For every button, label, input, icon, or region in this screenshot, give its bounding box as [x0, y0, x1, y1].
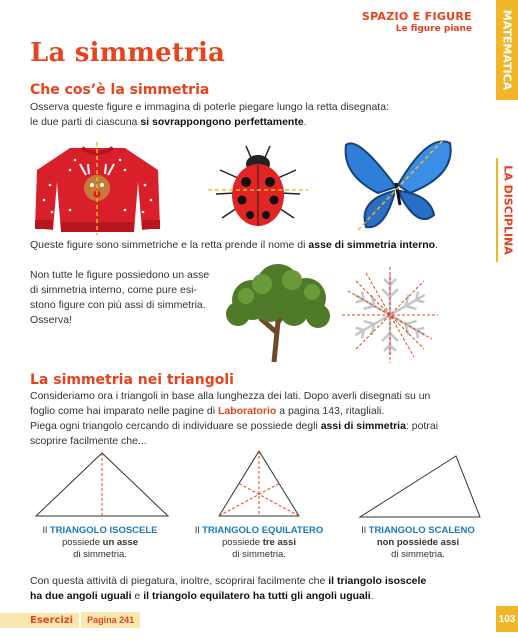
bold-span: ha due angoli uguali — [30, 590, 132, 602]
triangles-paragraph — [30, 389, 470, 449]
scalene-caption — [348, 525, 488, 561]
caption-line — [184, 537, 334, 549]
caption-line: di simmetria. — [73, 549, 127, 560]
paragraph-line — [30, 574, 480, 589]
text-span: Piega ogni triangolo cercando di individuare se possiede degli — [30, 420, 321, 432]
paragraph-line — [30, 404, 470, 419]
text-span: possiede — [222, 537, 263, 548]
scalene-triangle — [356, 453, 482, 519]
bold-span: asse di simmetria interno — [308, 239, 436, 251]
text-span: foglio come hai imparato nelle pagine di — [30, 405, 218, 417]
caption-line: di simmetria. — [391, 549, 445, 560]
isosceles-caption — [30, 525, 170, 561]
caption-line — [348, 537, 488, 549]
bold-span: il triangolo isoscele — [328, 575, 427, 587]
subsection-title: Le figure piane — [395, 24, 472, 34]
paragraph-line — [30, 589, 480, 604]
intro-line — [30, 115, 470, 130]
side-tab-label: LA DISCIPLINA — [501, 165, 515, 255]
bold-span: un asse — [102, 537, 139, 548]
bold-span: assi di simmetria — [320, 420, 406, 432]
bold-span: tre assi — [262, 537, 296, 548]
section-heading: Che cos’è la simmetria — [30, 82, 210, 98]
ladybug-image — [208, 138, 308, 236]
text-span: Il — [361, 525, 369, 536]
caption-line: di simmetria. — [232, 549, 286, 560]
exercises-footer — [0, 612, 140, 628]
caption-heading: TRIANGOLO ISOSCELE — [49, 525, 158, 536]
more-axes-paragraph — [30, 268, 220, 328]
intro-paragraph — [30, 100, 470, 130]
text-span: Il — [194, 525, 203, 536]
section-header — [362, 10, 472, 34]
sweater-image — [30, 140, 165, 235]
side-tab-label: MATEMATICA — [500, 9, 514, 91]
conclusion-paragraph — [30, 574, 480, 604]
text-span: Il — [42, 525, 50, 536]
section-title: SPAZIO E FIGURE — [361, 10, 472, 23]
exercises-page-link[interactable]: Pagina 241 — [81, 612, 140, 628]
text-span: Queste figure sono simmetriche e la retta prende il nome di — [30, 239, 309, 251]
side-tab-matematica — [496, 0, 518, 100]
text-span: le due parti di ciascuna — [30, 116, 141, 128]
page-number: 103 — [496, 606, 518, 632]
bold-span: non possiede assi — [376, 537, 460, 548]
text-span: . — [370, 590, 374, 602]
equilateral-triangle — [203, 448, 315, 520]
caption-line — [30, 537, 170, 549]
text-span: possiede — [61, 537, 103, 548]
bold-span: il triangolo equilatero ha tutti gli angoli uguali — [143, 590, 371, 602]
butterfly-image — [338, 135, 456, 235]
paragraph-line: stono figure con più assi di simmetria. — [30, 299, 206, 311]
exercises-label: Esercizi — [0, 613, 79, 628]
text-span: : potrai — [405, 420, 439, 432]
intro-line: Osserva queste figure e immagina di poterle piegare lungo la retta disegnata: — [30, 101, 389, 113]
section-heading: La simmetria nei triangoli — [30, 372, 234, 388]
paragraph-line: Osserva! — [30, 314, 73, 326]
text-span: . — [435, 239, 438, 251]
caption-line — [184, 525, 334, 537]
paragraph-line: scoprire facilmente che... — [30, 435, 147, 447]
bold-span: si sovrappongono perfettamente — [140, 116, 304, 128]
paragraph-line — [30, 419, 470, 434]
text-span: e — [131, 590, 144, 602]
caption-heading: TRIANGOLO SCALENO — [368, 525, 475, 536]
laboratorio-link[interactable]: Laboratorio — [217, 405, 277, 417]
equilateral-caption — [184, 525, 334, 561]
paragraph-line: Consideriamo ora i triangoli in base alla lunghezza dei lati. Dopo averli disegnati su un — [30, 390, 431, 402]
text-span: Con questa attività di piegatura, inoltre, scoprirai facilmente che — [30, 575, 329, 587]
paragraph-line: di simmetria interno, come pure esi- — [30, 284, 197, 296]
text-span: a pagina 143, ritagliali. — [276, 405, 385, 417]
caption-line — [30, 525, 170, 537]
snowflake-image — [340, 265, 440, 365]
tree-image — [222, 262, 334, 364]
page-title: La simmetria — [30, 38, 226, 68]
side-tab-disciplina — [496, 158, 518, 262]
text-span: . — [303, 116, 307, 128]
paragraph-line: Non tutte le figure possiedono un asse — [30, 269, 210, 281]
axis-definition — [30, 238, 470, 253]
caption-line — [348, 525, 488, 537]
caption-heading: TRIANGOLO EQUILATERO — [202, 525, 324, 536]
isosceles-triangle — [32, 450, 172, 518]
